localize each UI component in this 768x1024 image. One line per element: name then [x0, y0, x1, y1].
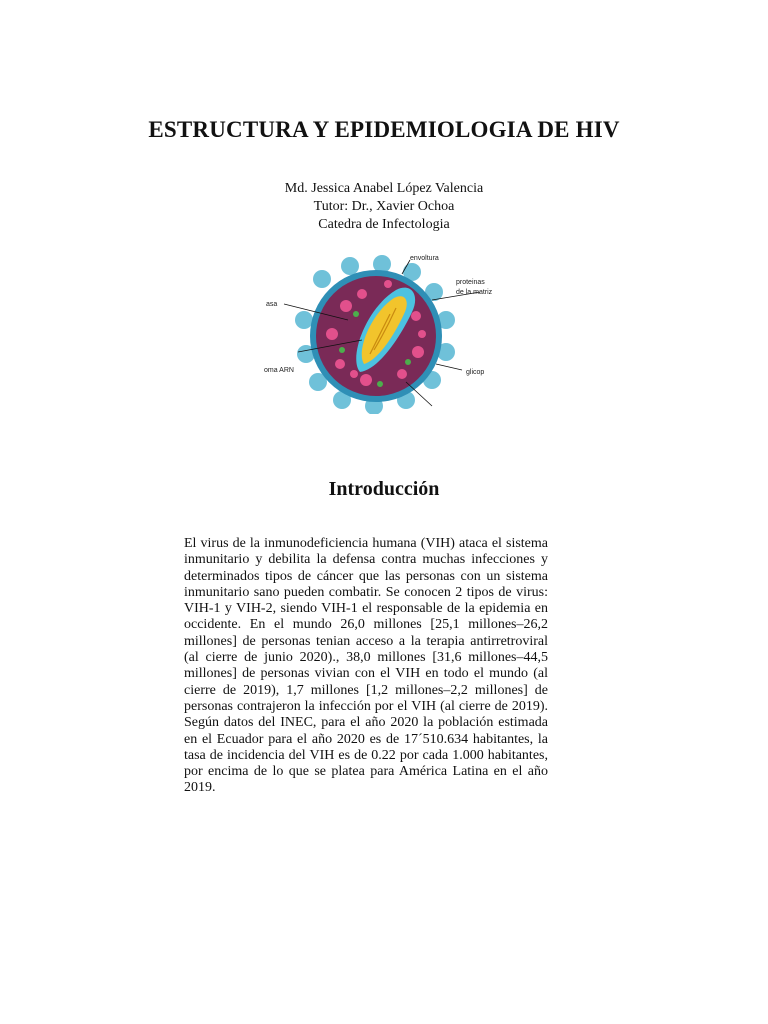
tutor-name: Tutor: Dr., Xavier Ochoa [313, 199, 455, 214]
label-glycoprotein: glicop [466, 369, 485, 376]
author-block [0, 180, 768, 234]
author-name: Md. Jessica Anabel López Valencia [284, 181, 484, 196]
label-left: asa [266, 301, 278, 308]
department-name: Catedra de Infectologia [318, 217, 450, 232]
document-title: ESTRUCTURA Y EPIDEMIOLOGIA DE HIV [148, 117, 620, 142]
section-heading: Introducción [328, 478, 440, 500]
label-top: envoltura [410, 255, 439, 262]
intro-paragraph: El virus de la inmunodeficiencia humana (VIH) ataca el sistema inmunitario y debilita la defensa contra muchas infecciones y determinados tipos de cáncer que las personas con un sistema inmunitario sano pueden combatir. Se conocen 2 tipos de virus: VIH-1 y VIH-2, siendo VIH-1 el responsable de la epidemia en occidente. En el mundo 26,0 millones [25,1 millones–26,2 millones] de personas tenian acceso a la terapia antirretroviral (al cierre de junio 2020)., 38,0 millones [31,6 millones–44,5 millones] de personas vivian con el VIH en todo el mundo (al cierre de 2019), 1,7 millones [1,2 millones–2,2 millones] de personas contrajeron la infección por el VIH (al cierre de 2019). Según datos del INEC, para el año 2020 la población estimada en el Ecuador para el año 2020 es de 17´510.634 habitantes, la tasa de incidencia del VIH es de 0.22 por cada 1.000 habitantes, por encima de lo que se platea para América Latina en el año 2019. [184, 536, 548, 796]
label-matrix-line2: de la matriz [456, 289, 492, 296]
label-genome: oma ARN [264, 367, 294, 374]
label-matrix-line1: proteinas [456, 279, 485, 286]
hiv-virion-illustration [262, 254, 492, 414]
